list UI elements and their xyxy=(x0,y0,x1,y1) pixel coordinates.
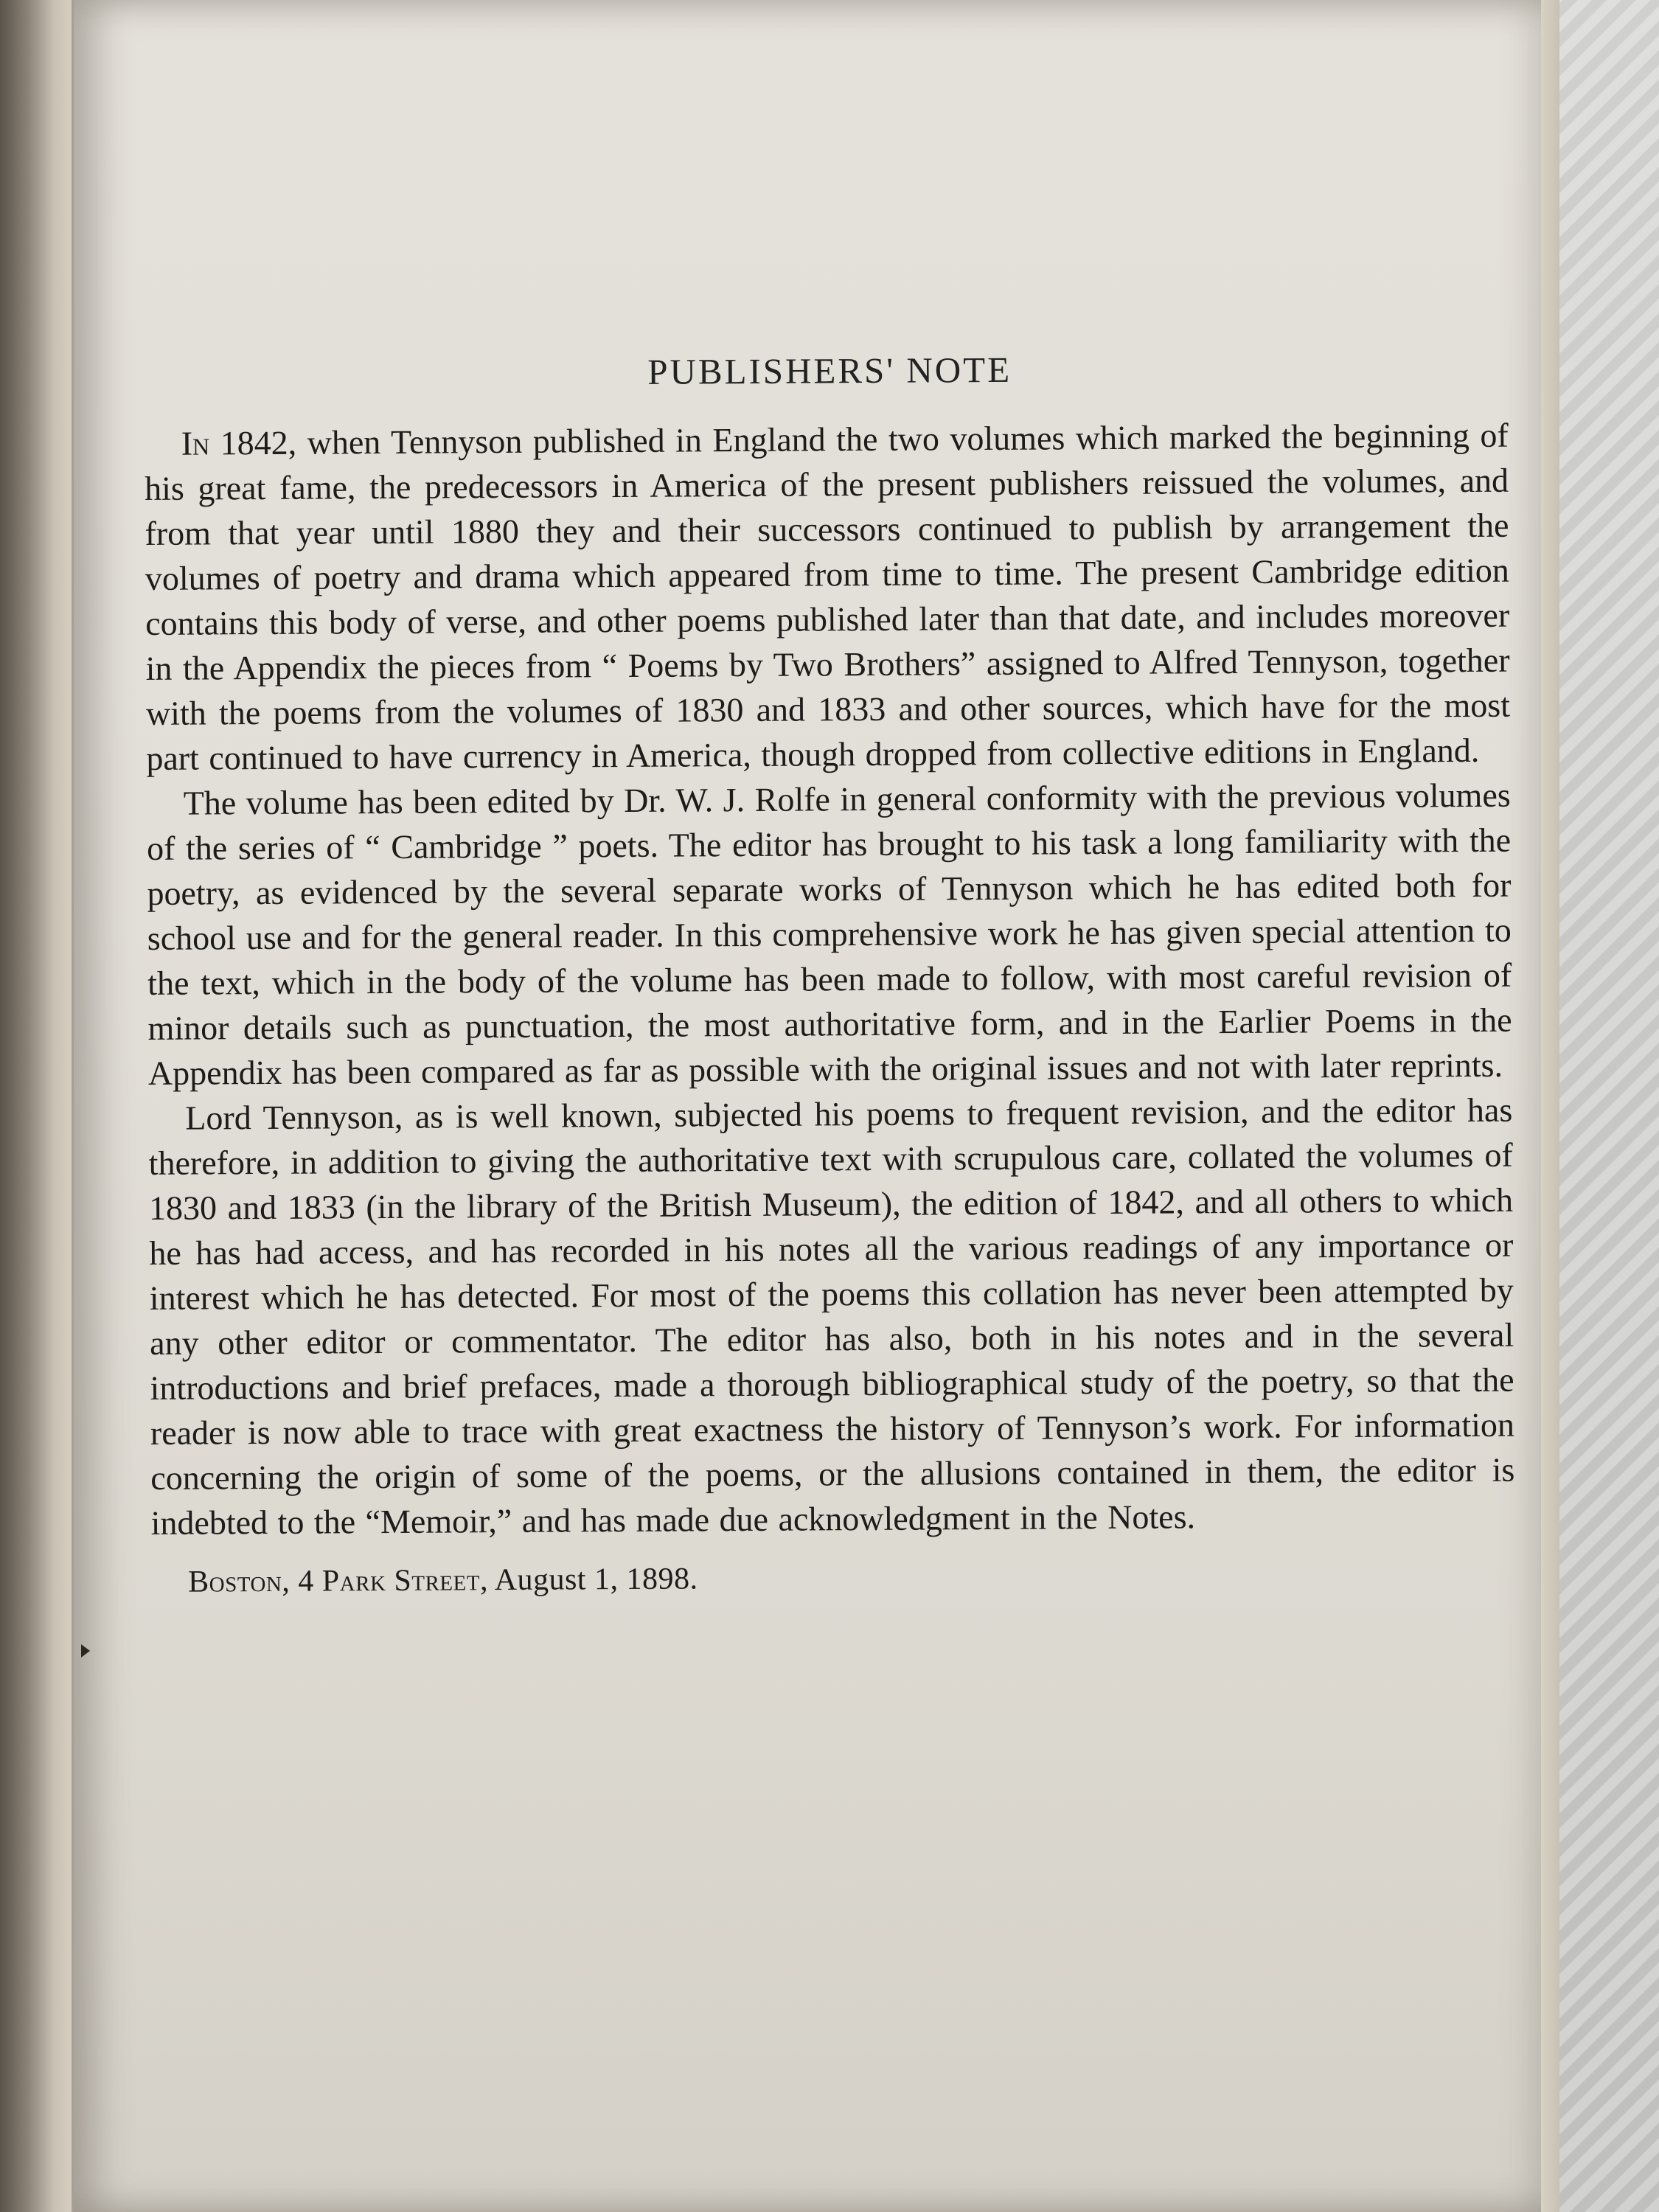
signature-address-number: 4 xyxy=(298,1564,314,1599)
book-binding xyxy=(0,0,77,2212)
page-title: PUBLISHERS' NOTE xyxy=(647,349,1012,392)
signature-place: Boston, xyxy=(188,1564,291,1599)
dropcap-word: In xyxy=(181,424,210,462)
margin-mark-icon xyxy=(81,1644,90,1658)
paragraph-3: Lord Tennyson, as is well known, subjected his poems to frequent revision, and the editor has therefore, in addition to giving the authoritative text with scrupulous care, collated the volumes of 1830 and 1833 (in the library of the British Museum), the edition of 1842, and all others to which he has had access, and has recorded in his notes all the various readings of any importance or interest which he has detected. For most of the poems this collation has never been attempted by any other editor or commentator. The editor has also, both in his notes and in the several introductions and brief prefaces, made a thorough bibliographical study of the poetry, so that the reader is now able to trace with great exactness the history of Tennyson’s work. For information concerning the origin of some of the poems, or the allusions contained in them, the editor is indebted to the “Memoir,” and has made due acknowledgment in the Notes. xyxy=(148,1091,1515,1542)
paragraph-1 xyxy=(145,413,1511,781)
signature-street: Park Street, xyxy=(321,1563,489,1599)
paragraph-1-text: 1842, when Tennyson published in England the two volumes which marked the beginning of his great fame, the predecessors in America of the present publishers reissued the volumes, and from that year until 1880 they and their successors continued to publish by arrangement the volumes of poetry and drama which appeared from time to time. The present Cambridge edition contains this body of verse, and other poems published later than that date, and includes moreover in the Appendix the pieces from “ Poems by Two Brothers” assigned to Alfred Tennyson, together with the poems from the volumes of 1830 and 1833 and other sources, which have for the most part continued to have currency in America, though dropped from collective editions in England. xyxy=(144,416,1511,777)
signature-date: August 1, 1898. xyxy=(494,1562,698,1598)
page-content xyxy=(144,346,1515,1600)
fabric-background xyxy=(1548,0,1659,2212)
paragraph-2: The volume has been edited by Dr. W. J. Rolfe in general conformity with the previous volumes of the series of “ Cambridge ” poets. The editor has brought to his task a long familiarity with the poetry, as evidenced by the several separate works of Tennyson which he has edited both for school use and for the general reader. In this comprehensive work he has given special attention to the text, which in the body of the volume has been made to follow, with most careful revision of minor details such as punctuation, the most authoritative form, and in the Earlier Poems in the Appendix has been compared as far as possible with the original issues and not with later reprints. xyxy=(146,776,1512,1092)
